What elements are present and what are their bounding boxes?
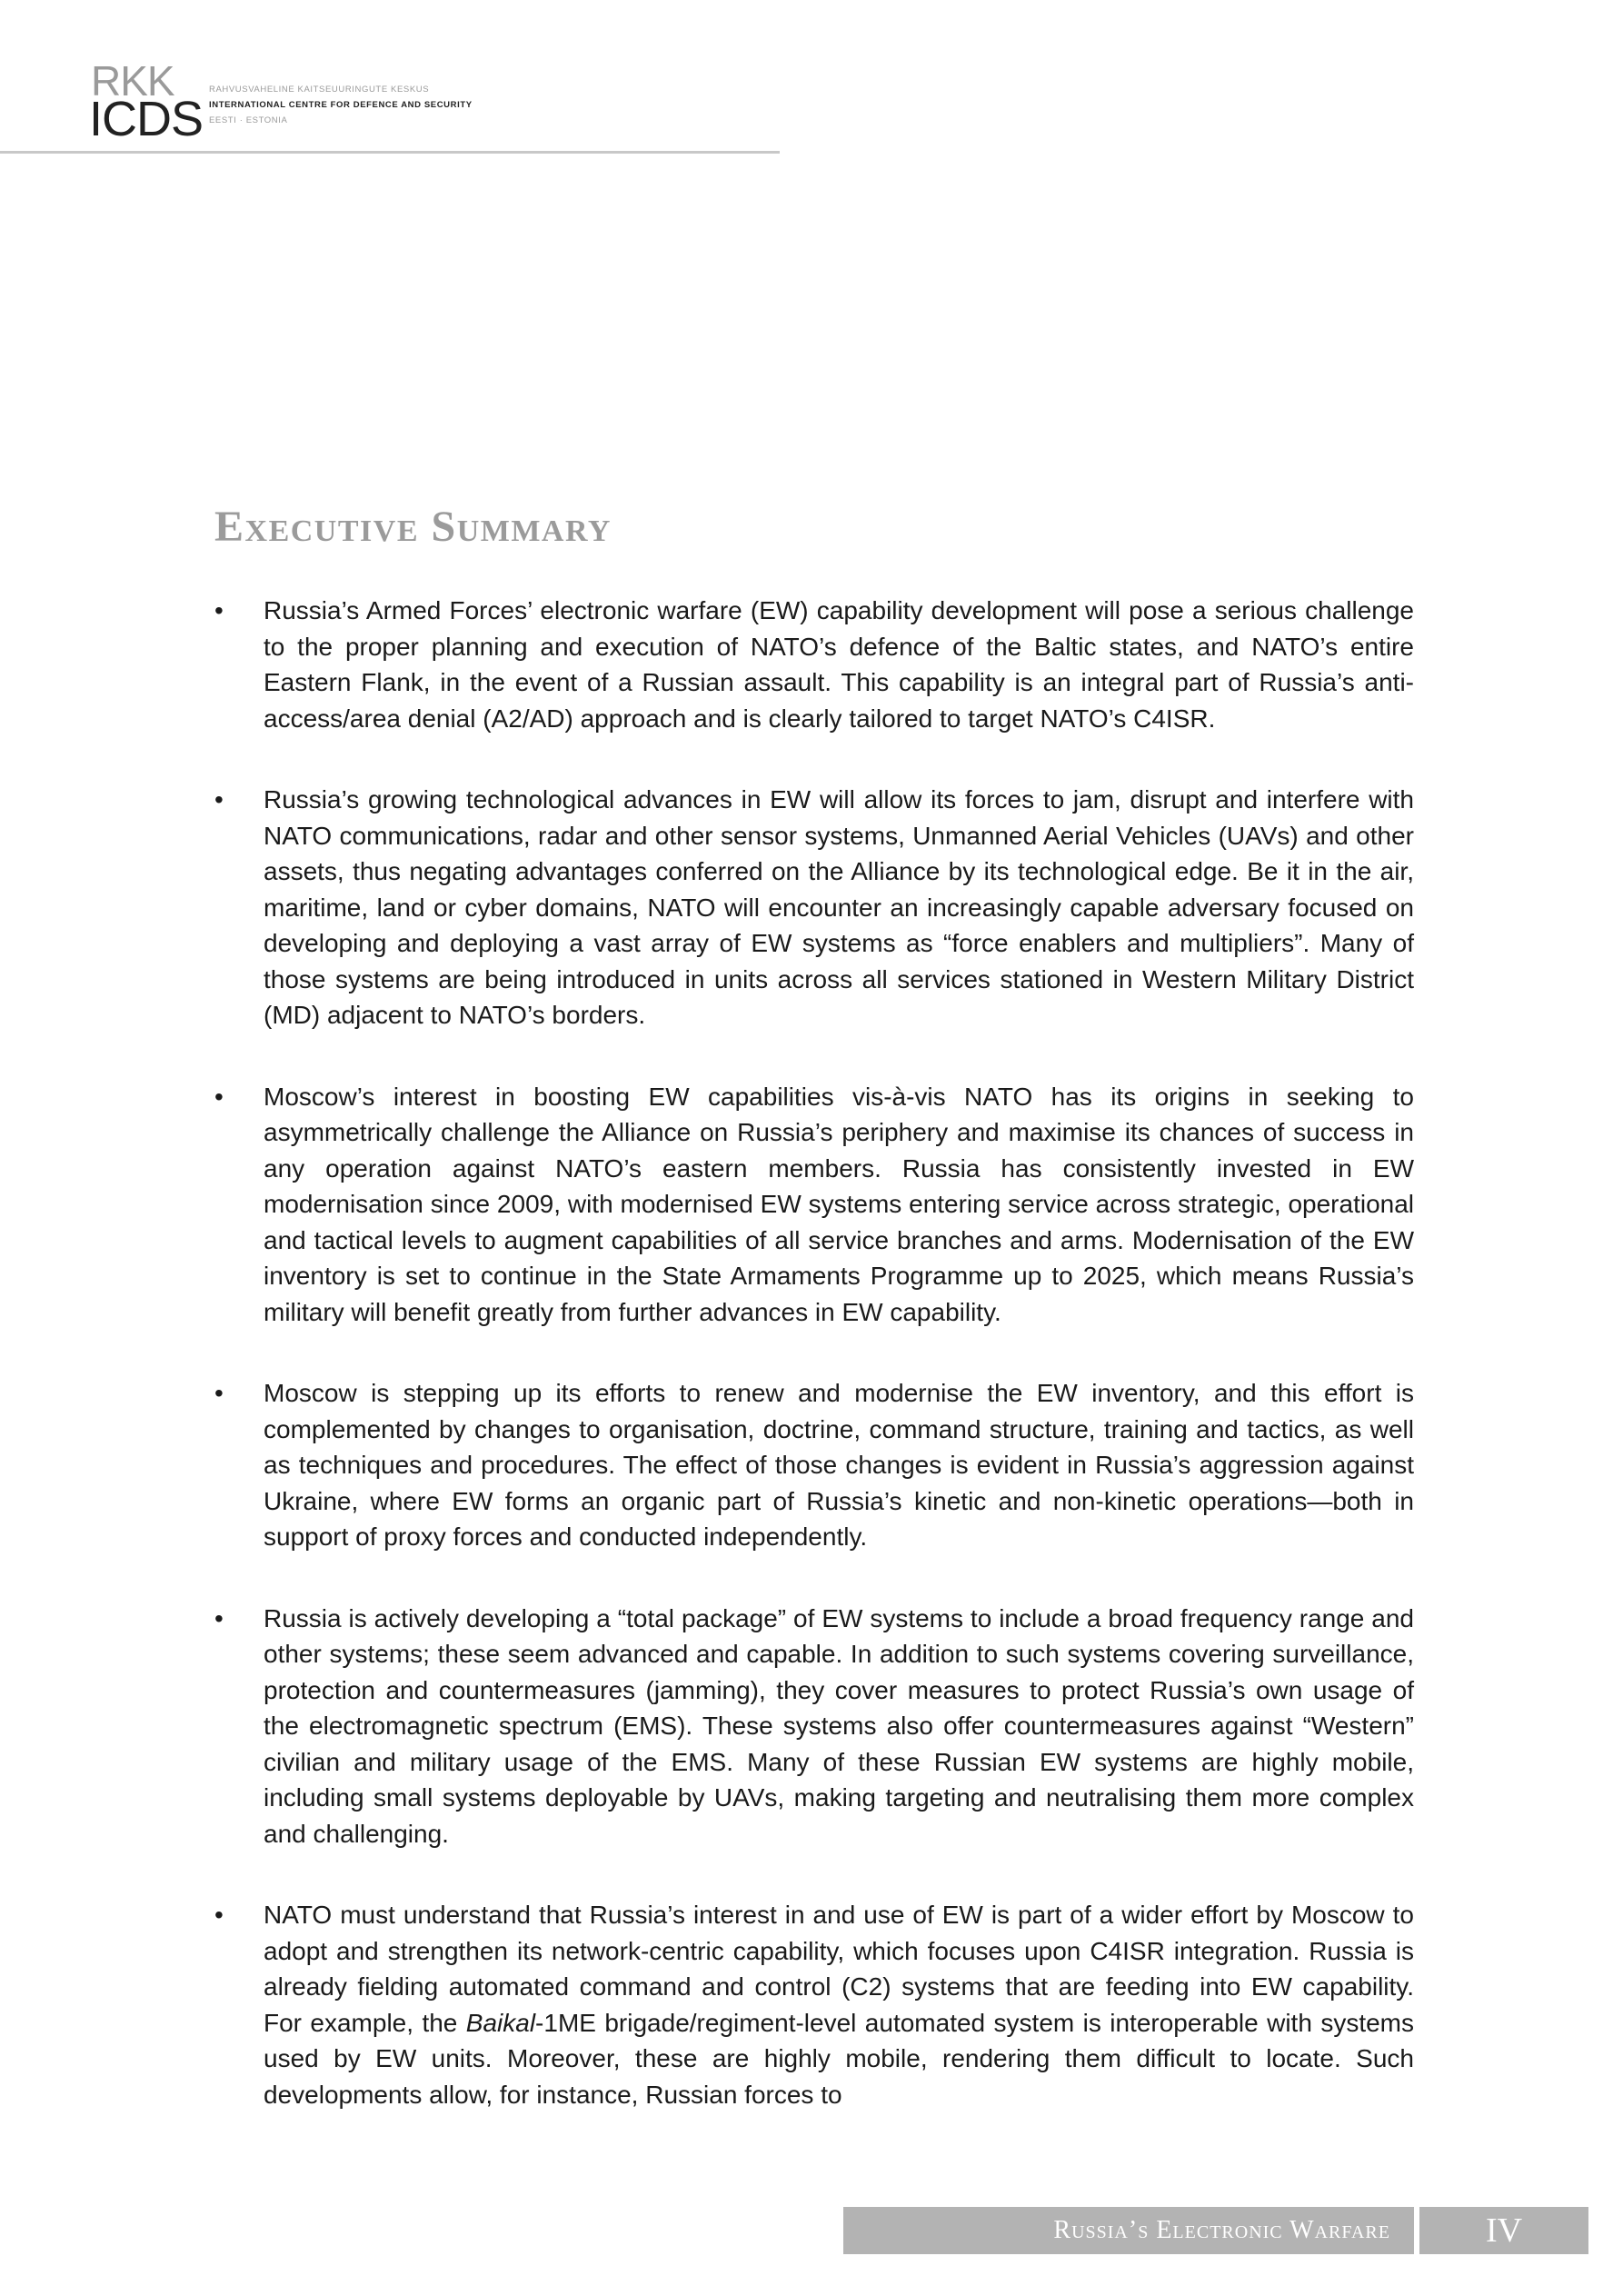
- summary-bullet-3: [214, 1079, 1414, 1331]
- summary-bullet-text: • Russia’s growing technological advances in EW will allow its forces to jam, disrupt and interfere with NATO communications, radar and other sensor systems, Unmanned Aerial Vehicles (UAVs) and other assets, thus negating advantages conferred on the Alliance by its technological edge. Be it in the air, maritime, land or cyber domains, NATO will encounter an increasingly capable adversary focused on developing and deploying a vast array of EW systems as “force enablers and multipliers”. Many of those systems are being introduced in units across all services stationed in Western Military District (MD) adjacent to NATO’s borders.: [264, 785, 1414, 1029]
- header-divider: [0, 151, 780, 154]
- page-header: [0, 0, 782, 155]
- organization-location: EESTI · ESTONIA: [209, 115, 288, 125]
- summary-bullet-text: [264, 1897, 1414, 2112]
- summary-bullet-5: [214, 1601, 1414, 1852]
- summary-bullet-text: • Moscow’s interest in boosting EW capabilities vis-à-vis NATO has its origins in seeking to asymmetrically challenge the Alliance on Russia’s periphery and maximise its chances of success in any operation against NATO’s eastern members. Russia has consistently invested in EW modernisation since 2009, with modernised EW systems entering service across strategic, operational and tactical levels to augment capabilities of all service branches and arms. Modernisation of the EW inventory is set to continue in the State Armaments Programme up to 2025, which means Russia’s military will benefit greatly from further advances in EW capability.: [264, 1082, 1414, 1326]
- footer-running-title-bar: [843, 2207, 1414, 2254]
- page-number: IV: [1419, 2207, 1588, 2254]
- summary-bullet-text: • Russia’s Armed Forces’ electronic warfare (EW) capability development will pose a serious challenge to the proper planning and execution of NATO’s defence of the Baltic states, and NATO’s entire Eastern Flank, in the event of a Russian assault. This capability is an integral part of Russia’s anti-access/area denial (A2/AD) approach and is clearly tailored to target NATO’s C4ISR.: [264, 596, 1414, 733]
- organization-name-english: INTERNATIONAL CENTRE FOR DEFENCE AND SECURITY: [209, 100, 473, 110]
- organization-name-block: [209, 82, 473, 128]
- executive-summary-list: [214, 593, 1414, 2158]
- summary-bullet-6: [214, 1897, 1414, 2112]
- logo-icds-text: ICDS: [89, 92, 204, 146]
- summary-bullet-text: • Moscow is stepping up its efforts to renew and modernise the EW inventory, and this effort is complemented by changes to organisation, doctrine, command structure, training and tactics, as well as techniques and procedures. The effect of those changes is evident in Russia’s aggression against Ukraine, where EW forms an organic part of Russia’s kinetic and non-kinetic operations—both in support of proxy forces and conducted independently.: [264, 1379, 1414, 1551]
- section-title: Executive Summary: [214, 503, 612, 551]
- summary-bullet-2: [214, 782, 1414, 1033]
- bullet-text-part: NATO must understand that Russia’s interest in and use of EW is part of a wider effort by Moscow to adopt and strengthen its network-centric capability, which focuses upon C4ISR integration. Russia is already fielding automated command and control (C2) systems that are feeding into EW capability. For example, the: [264, 1901, 1414, 2037]
- bullet-text-part: -1ME brigade/regiment-level automated system is interoperable with systems used by EW units. Moreover, these are highly mobile, rendering them difficult to locate. Such developments allow, for instance, Russian forces to: [264, 2008, 1415, 2109]
- logo-rkk-text: RKK: [91, 57, 174, 105]
- summary-bullet-1: [214, 593, 1414, 736]
- system-name-italic: Baikal: [465, 2008, 536, 2037]
- organization-name-estonian: RAHVUSVAHELINE KAITSEUURINGUTE KESKUS: [209, 85, 430, 95]
- summary-bullet-text: • Russia is actively developing a “total package” of EW systems to include a broad frequency range and other systems; these seem advanced and capable. In addition to such systems covering surveillance, protection and countermeasures (jamming), they cover measures to protect Russia’s own usage of the electromagnetic spectrum (EMS). These systems also offer countermeasures against “Western” civilian and military usage of the EMS. Many of these Russian EW systems are highly mobile, including small systems deployable by UAVs, making targeting and neutralising them more complex and challenging.: [264, 1603, 1414, 1848]
- summary-bullet-4: [214, 1375, 1414, 1555]
- footer-running-title: Russia’s Electronic Warfare: [1053, 2216, 1390, 2244]
